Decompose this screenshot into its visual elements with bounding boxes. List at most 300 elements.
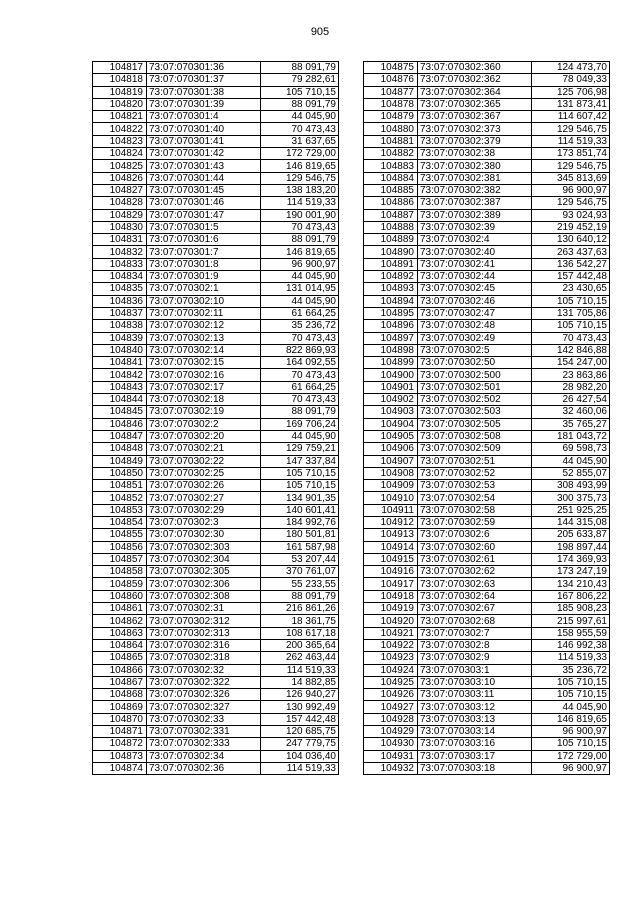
cadastral-value: 105 710,15: [261, 480, 339, 492]
row-number: 104839: [93, 332, 147, 344]
cadastral-number: 73:07:070301:43: [147, 160, 261, 172]
cadastral-number: 73:07:070302:52: [418, 467, 532, 479]
cadastral-value: 144 315,08: [532, 516, 610, 528]
table-row: [364, 160, 610, 172]
cadastral-number: 73:07:070301:40: [147, 123, 261, 135]
row-number: 104897: [364, 332, 418, 344]
cadastral-value: 136 542,27: [532, 258, 610, 270]
table-row: [364, 172, 610, 184]
table-row: [93, 320, 339, 332]
table-row: [364, 197, 610, 209]
cadastral-value: 345 813,69: [532, 172, 610, 184]
table-row: [364, 689, 610, 701]
table-row: [93, 750, 339, 762]
table-row: [93, 381, 339, 393]
cadastral-number: 73:07:070302:36: [147, 762, 261, 774]
table-row: [93, 627, 339, 639]
cadastral-number: 73:07:070302:316: [147, 639, 261, 651]
row-number: 104859: [93, 578, 147, 590]
cadastral-value: 146 819,65: [261, 160, 339, 172]
cadastral-number: 73:07:070302:501: [418, 381, 532, 393]
row-number: 104817: [93, 62, 147, 74]
cadastral-value: 181 043,72: [532, 430, 610, 442]
table-row: [93, 283, 339, 295]
cadastral-number: 73:07:070301:4: [147, 111, 261, 123]
cadastral-number: 73:07:070302:389: [418, 209, 532, 221]
row-number: 104914: [364, 541, 418, 553]
cadastral-value: 88 091,79: [261, 590, 339, 602]
row-number: 104912: [364, 516, 418, 528]
row-number: 104822: [93, 123, 147, 135]
cadastral-value: 23 863,86: [532, 369, 610, 381]
cadastral-value: 169 706,24: [261, 418, 339, 430]
cadastral-value: 154 247,00: [532, 357, 610, 369]
cadastral-value: 78 049,33: [532, 74, 610, 86]
cadastral-value: 215 997,61: [532, 615, 610, 627]
table-row: [364, 271, 610, 283]
cadastral-value: 53 207,44: [261, 553, 339, 565]
cadastral-number: 73:07:070301:6: [147, 234, 261, 246]
cadastral-number: 73:07:070302:367: [418, 111, 532, 123]
table-row: [93, 529, 339, 541]
table-row: [364, 664, 610, 676]
row-number: 104876: [364, 74, 418, 86]
cadastral-value: 263 437,63: [532, 246, 610, 258]
cadastral-number: 73:07:070302:59: [418, 516, 532, 528]
cadastral-number: 73:07:070302:306: [147, 578, 261, 590]
row-number: 104916: [364, 566, 418, 578]
cadastral-value: 114 607,42: [532, 111, 610, 123]
row-number: 104904: [364, 418, 418, 430]
cadastral-number: 73:07:070303:16: [418, 738, 532, 750]
table-row: [93, 615, 339, 627]
table-row: [93, 762, 339, 774]
table-row: [364, 516, 610, 528]
cadastral-value: 44 045,90: [261, 111, 339, 123]
table-row: [364, 135, 610, 147]
cadastral-value: 96 900,97: [532, 726, 610, 738]
cadastral-number: 73:07:070302:8: [418, 639, 532, 651]
cadastral-number: 73:07:070302:22: [147, 455, 261, 467]
row-number: 104852: [93, 492, 147, 504]
row-number: 104926: [364, 689, 418, 701]
row-number: 104920: [364, 615, 418, 627]
cadastral-number: 73:07:070301:37: [147, 74, 261, 86]
cadastral-number: 73:07:070303:11: [418, 689, 532, 701]
cadastral-value: 251 925,25: [532, 504, 610, 516]
cadastral-value: 125 706,98: [532, 86, 610, 98]
table-row: [93, 701, 339, 713]
table-row: [93, 111, 339, 123]
cadastral-number: 73:07:070302:381: [418, 172, 532, 184]
cadastral-number: 73:07:070302:68: [418, 615, 532, 627]
cadastral-number: 73:07:070302:503: [418, 406, 532, 418]
cadastral-value: 114 519,33: [261, 664, 339, 676]
cadastral-value: 96 900,97: [261, 258, 339, 270]
cadastral-number: 73:07:070301:39: [147, 98, 261, 110]
cadastral-number: 73:07:070302:61: [418, 553, 532, 565]
table-row: [93, 713, 339, 725]
cadastral-value: 105 710,15: [532, 676, 610, 688]
row-number: 104928: [364, 713, 418, 725]
cadastral-number: 73:07:070302:16: [147, 369, 261, 381]
cadastral-number: 73:07:070303:12: [418, 701, 532, 713]
table-row: [93, 726, 339, 738]
cadastral-value: 247 779,75: [261, 738, 339, 750]
cadastral-number: 73:07:070302:63: [418, 578, 532, 590]
row-number: 104866: [93, 664, 147, 676]
cadastral-number: 73:07:070302:26: [147, 480, 261, 492]
cadastral-number: 73:07:070302:6: [418, 529, 532, 541]
cadastral-value: 124 473,70: [532, 62, 610, 74]
cadastral-number: 73:07:070301:44: [147, 172, 261, 184]
table-row: [364, 258, 610, 270]
cadastral-value: 114 519,33: [261, 762, 339, 774]
cadastral-value: 14 882,85: [261, 676, 339, 688]
row-number: 104855: [93, 529, 147, 541]
cadastral-number: 73:07:070301:9: [147, 271, 261, 283]
row-number: 104825: [93, 160, 147, 172]
row-number: 104929: [364, 726, 418, 738]
row-number: 104925: [364, 676, 418, 688]
cadastral-number: 73:07:070303:13: [418, 713, 532, 725]
cadastral-value: 131 705,86: [532, 307, 610, 319]
cadastral-value: 190 001,90: [261, 209, 339, 221]
table-row: [93, 197, 339, 209]
cadastral-number: 73:07:070302:60: [418, 541, 532, 553]
table-row: [93, 135, 339, 147]
cadastral-number: 73:07:070302:20: [147, 430, 261, 442]
row-number: 104917: [364, 578, 418, 590]
table-row: [93, 406, 339, 418]
table-row: [364, 529, 610, 541]
cadastral-number: 73:07:070302:7: [418, 627, 532, 639]
cadastral-number: 73:07:070302:505: [418, 418, 532, 430]
row-number: 104919: [364, 603, 418, 615]
cadastral-value: 44 045,90: [532, 455, 610, 467]
row-number: 104881: [364, 135, 418, 147]
cadastral-value: 146 819,65: [532, 713, 610, 725]
table-row: [364, 676, 610, 688]
row-number: 104875: [364, 62, 418, 74]
table-row: [364, 652, 610, 664]
cadastral-number: 73:07:070302:373: [418, 123, 532, 135]
cadastral-value: 129 546,75: [532, 123, 610, 135]
table-row: [93, 639, 339, 651]
cadastral-value: 216 861,26: [261, 603, 339, 615]
cadastral-value: 114 519,33: [532, 652, 610, 664]
page-number: 905: [310, 26, 330, 38]
row-number: 104835: [93, 283, 147, 295]
row-number: 104905: [364, 430, 418, 442]
table-row: [93, 172, 339, 184]
table-row: [93, 553, 339, 565]
table-row: [93, 738, 339, 750]
cadastral-number: 73:07:070302:322: [147, 676, 261, 688]
row-number: 104880: [364, 123, 418, 135]
cadastral-number: 73:07:070302:326: [147, 689, 261, 701]
row-number: 104908: [364, 467, 418, 479]
cadastral-number: 73:07:070302:379: [418, 135, 532, 147]
cadastral-value: 61 664,25: [261, 381, 339, 393]
cadastral-value: 105 710,15: [261, 86, 339, 98]
table-row: [93, 541, 339, 553]
cadastral-value: 114 519,33: [261, 197, 339, 209]
table-row: [364, 455, 610, 467]
cadastral-number: 73:07:070302:41: [418, 258, 532, 270]
cadastral-value: 120 685,75: [261, 726, 339, 738]
row-number: 104918: [364, 590, 418, 602]
table-row: [93, 357, 339, 369]
table-row: [364, 283, 610, 295]
cadastral-value: 129 546,75: [532, 160, 610, 172]
row-number: 104860: [93, 590, 147, 602]
cadastral-value: 147 337,84: [261, 455, 339, 467]
row-number: 104841: [93, 357, 147, 369]
cadastral-value: 23 430,65: [532, 283, 610, 295]
cadastral-value: 105 710,15: [532, 738, 610, 750]
row-number: 104829: [93, 209, 147, 221]
table-row: [93, 295, 339, 307]
cadastral-value: 134 901,35: [261, 492, 339, 504]
cadastral-value: 172 729,00: [532, 750, 610, 762]
table-row: [93, 467, 339, 479]
table-row: [93, 590, 339, 602]
cadastral-number: 73:07:070302:39: [418, 221, 532, 233]
cadastral-number: 73:07:070302:509: [418, 443, 532, 455]
cadastral-number: 73:07:070302:502: [418, 394, 532, 406]
table-row: [364, 750, 610, 762]
cadastral-number: 73:07:070302:387: [418, 197, 532, 209]
row-number: 104901: [364, 381, 418, 393]
cadastral-value: 114 519,33: [532, 135, 610, 147]
table-row: [364, 590, 610, 602]
row-number: 104911: [364, 504, 418, 516]
cadastral-number: 73:07:070302:40: [418, 246, 532, 258]
row-number: 104890: [364, 246, 418, 258]
row-number: 104886: [364, 197, 418, 209]
row-number: 104888: [364, 221, 418, 233]
table-row: [93, 689, 339, 701]
table-row: [364, 713, 610, 725]
row-number: 104894: [364, 295, 418, 307]
cadastral-number: 73:07:070302:303: [147, 541, 261, 553]
table-row: [364, 430, 610, 442]
table-row: [364, 246, 610, 258]
cadastral-number: 73:07:070301:46: [147, 197, 261, 209]
table-row: [364, 566, 610, 578]
cadastral-value: 157 442,48: [261, 713, 339, 725]
table-row: [93, 394, 339, 406]
cadastral-number: 73:07:070302:364: [418, 86, 532, 98]
table-row: [364, 184, 610, 196]
cadastral-value: 96 900,97: [532, 184, 610, 196]
cadastral-value: 184 992,76: [261, 516, 339, 528]
cadastral-value: 157 442,48: [532, 271, 610, 283]
row-number: 104882: [364, 148, 418, 160]
table-row: [364, 381, 610, 393]
cadastral-number: 73:07:070302:33: [147, 713, 261, 725]
cadastral-value: 88 091,79: [261, 62, 339, 74]
cadastral-number: 73:07:070302:27: [147, 492, 261, 504]
cadastral-number: 73:07:070302:67: [418, 603, 532, 615]
table-row: [93, 578, 339, 590]
cadastral-number: 73:07:070302:50: [418, 357, 532, 369]
cadastral-value: 172 729,00: [261, 148, 339, 160]
row-number: 104909: [364, 480, 418, 492]
row-number: 104899: [364, 357, 418, 369]
row-number: 104818: [93, 74, 147, 86]
row-number: 104903: [364, 406, 418, 418]
row-number: 104923: [364, 652, 418, 664]
cadastral-value: 31 637,65: [261, 135, 339, 147]
table-row: [93, 443, 339, 455]
cadastral-value: 174 369,93: [532, 553, 610, 565]
cadastral-value: 55 233,55: [261, 578, 339, 590]
cadastral-number: 73:07:070301:7: [147, 246, 261, 258]
table-row: [93, 98, 339, 110]
cadastral-number: 73:07:070302:47: [418, 307, 532, 319]
row-number: 104913: [364, 529, 418, 541]
table-row: [93, 418, 339, 430]
cadastral-number: 73:07:070302:34: [147, 750, 261, 762]
cadastral-value: 146 992,38: [532, 639, 610, 651]
cadastral-value: 200 365,64: [261, 639, 339, 651]
row-number: 104927: [364, 701, 418, 713]
table-row: [364, 603, 610, 615]
table-row: [364, 234, 610, 246]
cadastral-number: 73:07:070302:30: [147, 529, 261, 541]
table-row: [364, 221, 610, 233]
table-row: [93, 516, 339, 528]
table-row: [364, 627, 610, 639]
row-number: 104821: [93, 111, 147, 123]
cadastral-number: 73:07:070302:333: [147, 738, 261, 750]
table-row: [93, 676, 339, 688]
table-row: [364, 295, 610, 307]
cadastral-value: 130 992,49: [261, 701, 339, 713]
row-number: 104848: [93, 443, 147, 455]
cadastral-number: 73:07:070303:1: [418, 664, 532, 676]
cadastral-number: 73:07:070302:508: [418, 430, 532, 442]
register-table-right: [363, 61, 610, 775]
row-number: 104832: [93, 246, 147, 258]
cadastral-value: 108 617,18: [261, 627, 339, 639]
cadastral-number: 73:07:070302:11: [147, 307, 261, 319]
row-number: 104840: [93, 344, 147, 356]
cadastral-value: 146 819,65: [261, 246, 339, 258]
table-row: [364, 762, 610, 774]
table-row: [93, 307, 339, 319]
cadastral-value: 161 587,98: [261, 541, 339, 553]
cadastral-value: 198 897,44: [532, 541, 610, 553]
cadastral-number: 73:07:070302:327: [147, 701, 261, 713]
cadastral-number: 73:07:070302:15: [147, 357, 261, 369]
cadastral-value: 167 806,22: [532, 590, 610, 602]
row-number: 104902: [364, 394, 418, 406]
cadastral-value: 61 664,25: [261, 307, 339, 319]
row-number: 104878: [364, 98, 418, 110]
cadastral-value: 35 236,72: [261, 320, 339, 332]
cadastral-number: 73:07:070302:31: [147, 603, 261, 615]
table-row: [93, 160, 339, 172]
cadastral-value: 308 493,99: [532, 480, 610, 492]
row-number: 104864: [93, 639, 147, 651]
table-row: [93, 148, 339, 160]
cadastral-number: 73:07:070303:10: [418, 676, 532, 688]
row-number: 104833: [93, 258, 147, 270]
table-row: [364, 357, 610, 369]
table-row: [364, 492, 610, 504]
cadastral-value: 88 091,79: [261, 234, 339, 246]
row-number: 104830: [93, 221, 147, 233]
cadastral-number: 73:07:070302:2: [147, 418, 261, 430]
cadastral-value: 173 851,74: [532, 148, 610, 160]
cadastral-value: 370 761,07: [261, 566, 339, 578]
cadastral-value: 79 282,61: [261, 74, 339, 86]
cadastral-number: 73:07:070302:13: [147, 332, 261, 344]
row-number: 104831: [93, 234, 147, 246]
cadastral-value: 88 091,79: [261, 406, 339, 418]
cadastral-number: 73:07:070302:18: [147, 394, 261, 406]
cadastral-number: 73:07:070303:18: [418, 762, 532, 774]
cadastral-value: 28 982,20: [532, 381, 610, 393]
cadastral-value: 70 473,43: [261, 123, 339, 135]
cadastral-value: 164 092,55: [261, 357, 339, 369]
row-number: 104824: [93, 148, 147, 160]
row-number: 104872: [93, 738, 147, 750]
cadastral-number: 73:07:070301:5: [147, 221, 261, 233]
row-number: 104849: [93, 455, 147, 467]
row-number: 104836: [93, 295, 147, 307]
table-row: [93, 221, 339, 233]
table-row: [364, 738, 610, 750]
table-row: [93, 234, 339, 246]
row-number: 104879: [364, 111, 418, 123]
row-number: 104861: [93, 603, 147, 615]
row-number: 104883: [364, 160, 418, 172]
cadastral-value: 93 024,93: [532, 209, 610, 221]
table-row: [93, 504, 339, 516]
cadastral-value: 70 473,43: [532, 332, 610, 344]
row-number: 104837: [93, 307, 147, 319]
row-number: 104877: [364, 86, 418, 98]
cadastral-value: 262 463,44: [261, 652, 339, 664]
table-row: [364, 541, 610, 553]
row-number: 104853: [93, 504, 147, 516]
cadastral-value: 126 940,27: [261, 689, 339, 701]
cadastral-number: 73:07:070301:47: [147, 209, 261, 221]
row-number: 104826: [93, 172, 147, 184]
cadastral-number: 73:07:070302:38: [418, 148, 532, 160]
cadastral-number: 73:07:070302:62: [418, 566, 532, 578]
cadastral-number: 73:07:070302:9: [418, 652, 532, 664]
row-number: 104842: [93, 369, 147, 381]
cadastral-number: 73:07:070302:29: [147, 504, 261, 516]
cadastral-value: 138 183,20: [261, 184, 339, 196]
cadastral-number: 73:07:070301:8: [147, 258, 261, 270]
table-row: [93, 271, 339, 283]
cadastral-value: 129 759,21: [261, 443, 339, 455]
cadastral-value: 70 473,43: [261, 221, 339, 233]
cadastral-number: 73:07:070302:49: [418, 332, 532, 344]
cadastral-number: 73:07:070303:17: [418, 750, 532, 762]
cadastral-value: 822 869,93: [261, 344, 339, 356]
row-number: 104851: [93, 480, 147, 492]
row-number: 104870: [93, 713, 147, 725]
cadastral-value: 35 765,27: [532, 418, 610, 430]
cadastral-value: 44 045,90: [261, 271, 339, 283]
